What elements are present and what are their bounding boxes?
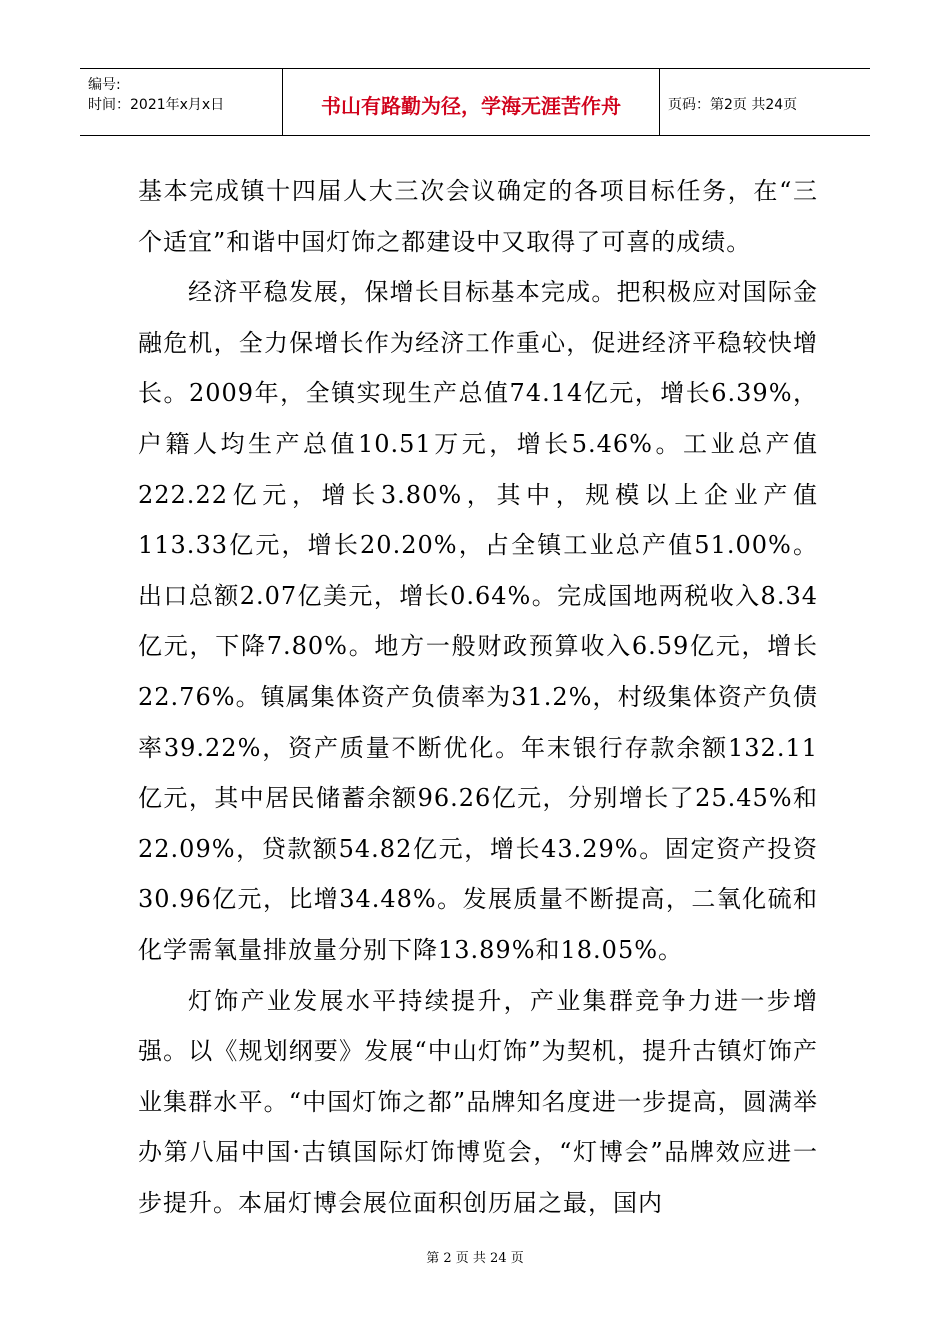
number-label: 编号: — [88, 77, 121, 93]
paragraph-continuation: 基本完成镇十四届人大三次会议确定的各项目标任务，在“三个适宜”和谐中国灯饰之都建设中又取得了可喜的成绩。 — [138, 177, 818, 256]
paragraph-lighting-industry: 灯饰产业发展水平持续提升，产业集群竞争力进一步增强。以《规划纲要》发展“中山灯饰”为契机，提升古镇灯饰产业集群水平。“中国灯饰之都”品牌知名度进一步提高，圆满举办第八届中国·古镇国际灯饰博览会，“灯博会”品牌效应进一步提升。本届灯博会展位面积创历届之最，国内 — [138, 986, 818, 1217]
header-meta — [80, 69, 283, 135]
page-footer: 第 2 页 共 24 页 — [426, 1251, 524, 1266]
header-page-info: 页码：第2页 共24页 — [668, 97, 798, 113]
paragraph-economy: 经济平稳发展，保增长目标基本完成。把积极应对国际金融危机，全力保增长作为经济工作重心，促进经济平稳较快增长。2009年，全镇实现生产总值74.14亿元，增长6.39%，户籍人均生产总值10.51万元，增长5.46%。工业总产值222.22亿元，增长3.80%，其中，规模以上企业产值113.33亿元，增长20.20%，占全镇工业总产值51.00%。出口总额2.07亿美元，增长0.64%。完成国地两税收入8.34亿元，下降7.80%。地方一般财政预算收入6.59亿元，增长22.76%。镇属集体资产负债率为31.2%，村级集体资产负债率39.22%，资产质量不断优化。年末银行存款余额132.11亿元，其中居民储蓄余额96.26亿元，分别增长了25.45%和22.09%，贷款额54.82亿元，增长43.29%。固定资产投资30.96亿元，比增34.48%。发展质量不断提高，二氧化硫和化学需氧量排放量分别下降13.89%和18.05%。 — [138, 278, 818, 964]
header-motto: 书山有路勤为径，学海无涯苦作舟 — [283, 69, 660, 135]
time-label: 时间：2021年x月x日 — [88, 97, 225, 113]
document-body — [138, 166, 818, 1228]
page-header — [80, 68, 870, 136]
